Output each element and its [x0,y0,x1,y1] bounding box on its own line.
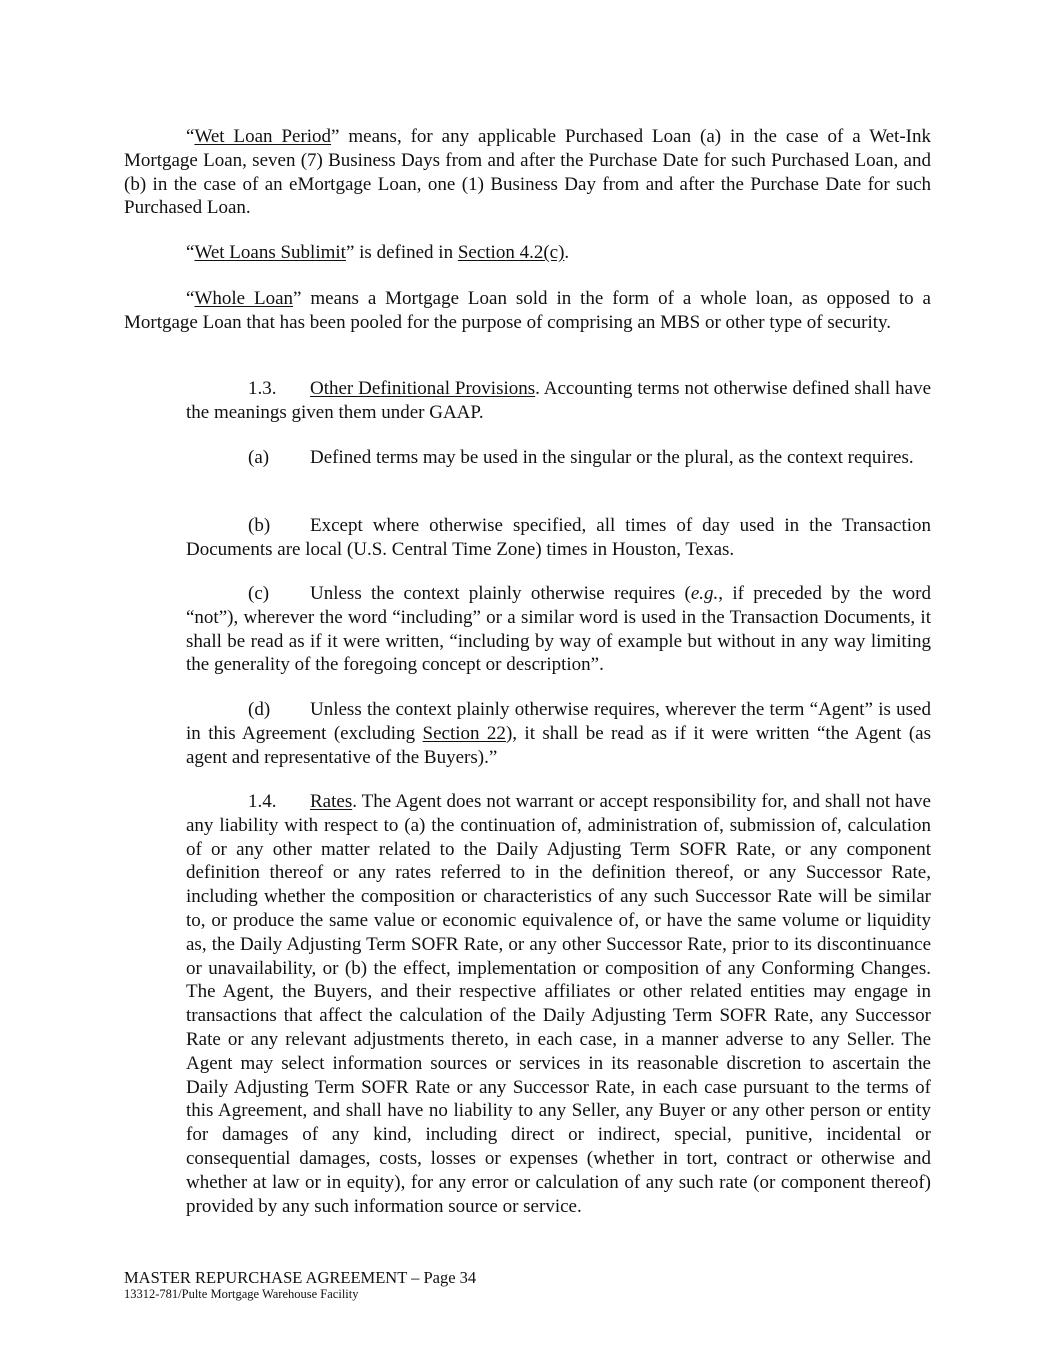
section-reference: Section 4.2(c) [457,242,565,263]
clause-text: Unless the context plainly otherwise requires, wherever the term “Agent” is used in this Agreement (excluding [186,699,931,744]
clause-d [186,698,931,769]
definition-text: ” means, for any applicable Purchased Loan (a) in the case of a Wet-Ink Mortgage Loan, seven (7) Business Days from and after the Purchase Date for such Purchased Loan, and (b) in the case of an eMortgage Loan, one (1) Business Day from and after the Purchase Date for such Purchased Loan. [124,126,931,219]
section-text: . The Agent does not warrant or accept responsibility for, and shall not have any liability with respect to (a) the continuation of, administration of, submission of, calculation of or any other matter related to the Daily Adjusting Term SOFR Rate, or any component definition thereof or any rates referred to in the definition thereof, or any Successor Rate, including whether the composition or characteristics of any such Successor Rate will be similar to, or produce the same value or economic equivalence of, or have the same volume or liquidity as, the Daily Adjusting Term SOFR Rate, or any other Successor Rate, prior to its discontinuance or unavailability, or (b) the effect, implementation or composition of any Conforming Changes. The Agent, the Buyers, and their respective affiliates or other related entities may engage in transactions that affect the calculation of the Daily Adjusting Term SOFR Rate, any Successor Rate or any relevant adjustments thereto, in each case, in a manner adverse to any Seller. The Agent may select information sources or services in its reasonable discretion to ascertain the Daily Adjusting Term SOFR Rate or any Successor Rate, in each case pursuant to the terms of this Agreement, and shall have no liability to any Seller, any Buyer or any other person or entity for damages of any kind, including direct or indirect, special, punitive, incidental or consequential damages, costs, losses or expenses (whether in tort, contract or otherwise and whether at law or in equity), for any error or calculation of any such rate (or component thereof) provided by any such information source or service. [186,791,931,1217]
definition-wet-loans-sublimit [124,241,931,265]
clause-text: Unless the context plainly otherwise requires ( [310,583,691,604]
clause-text: Except where otherwise specified, all times of day used in the Transaction Documents are local (U.S. Central Time Zone) times in Houston, Texas. [186,515,931,560]
clause-b [186,514,931,562]
footer-doc-id: 13312-781/Pulte Mortgage Warehouse Facility [124,1287,359,1301]
section-1-3 [186,377,931,425]
definition-wet-loan-period [124,125,931,220]
defined-term: Whole Loan [194,288,294,309]
quote: “ [186,288,195,309]
section-text: . Accounting terms not otherwise defined shall have the meanings given them under GAAP. [186,378,931,423]
section-reference: Section 22 [422,722,506,744]
section-heading: Rates [310,791,353,812]
clause-number: (b) [248,515,271,536]
clause-number: (c) [248,583,270,604]
clause-number: (a) [248,447,270,468]
clause-text: ), it shall be read as if it were written “the Agent (as agent and representative of the Buyers).” [186,722,931,768]
section-heading: Other Definitional Provisions [310,378,536,399]
clause-text: , if preceded by the word “not”), wherever the word “including” or a similar word is used in the Transaction Documents, it shall be read as if it were written, “including by way of example but without in any way limiting the generality of the foregoing concept or description”. [186,583,931,676]
definition-whole-loan [124,287,931,335]
section-1-4 [186,790,931,1218]
footer-title: MASTER REPURCHASE AGREEMENT – Page 34 [124,1268,477,1287]
definition-text: ” means a Mortgage Loan sold in the form of a whole loan, as opposed to a Mortgage Loan that has been pooled for the purpose of comprising an MBS or other type of security. [124,288,931,333]
clause-c [186,582,931,677]
defined-term: Wet Loan Period [194,126,332,147]
section-number: 1.3. [248,378,277,399]
quote: “ [186,126,195,147]
definition-text: ” is defined in [345,242,458,263]
clause-text: Defined terms may be used in the singular or the plural, as the context requires. [310,447,914,468]
clause-a [186,446,931,470]
section-number: 1.4. [248,791,277,812]
defined-term: Wet Loans Sublimit [194,242,346,263]
quote: “ [186,242,195,263]
clause-number: (d) [248,699,271,720]
italic-eg: e.g. [690,583,719,604]
page-footer [124,1268,476,1302]
period: . [564,242,570,263]
